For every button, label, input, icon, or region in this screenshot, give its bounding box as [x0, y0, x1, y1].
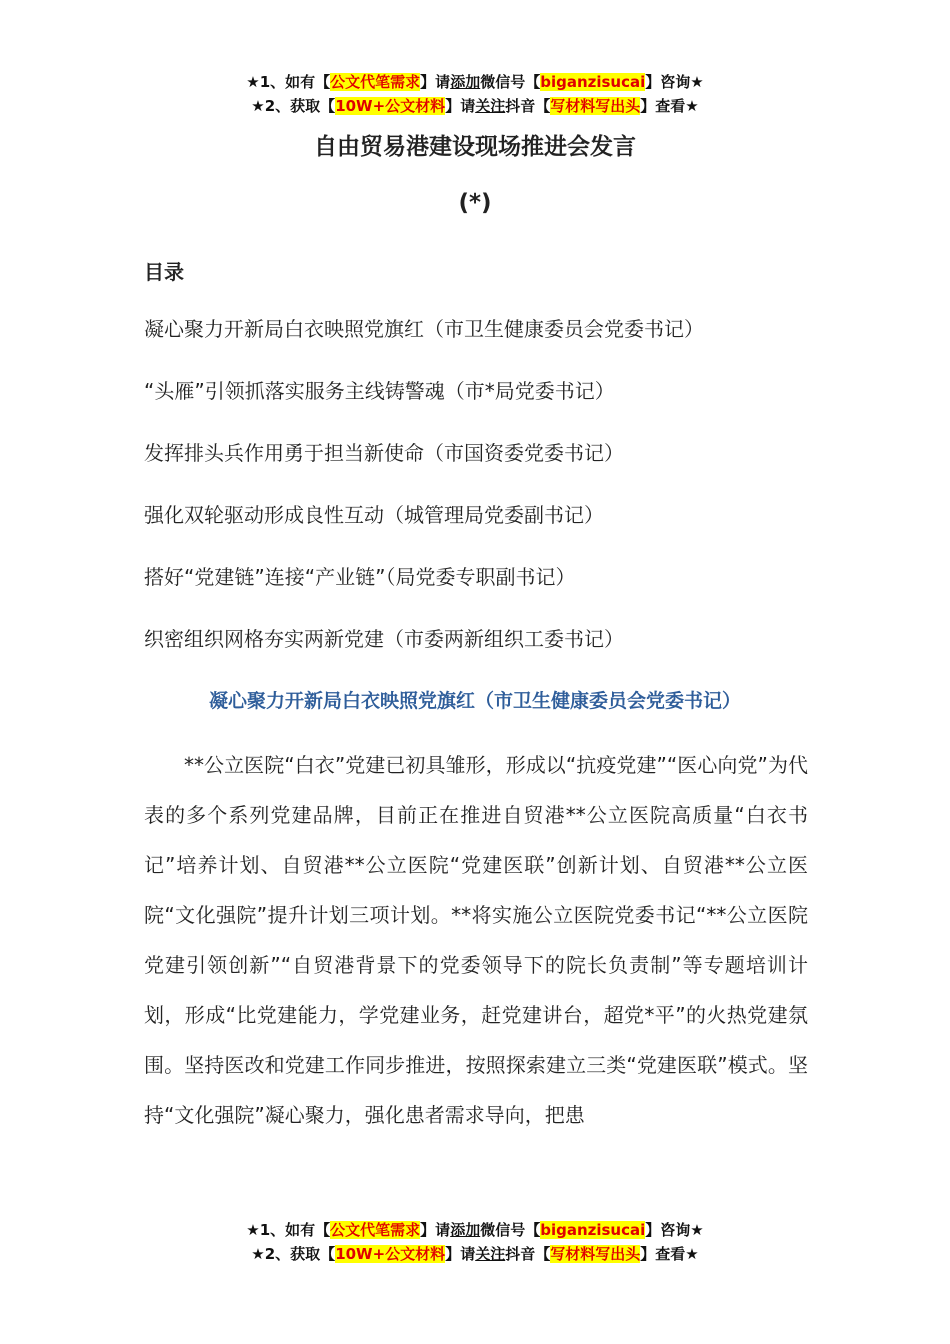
document-subtitle: (*)	[458, 190, 492, 216]
highlight-wechat-id: biganzisucai	[540, 73, 646, 91]
banner-line-2: ★2、获取【10W+公文材料】请关注抖音【写材料写出头】查看★	[251, 97, 699, 115]
highlight-wechat-id: biganzisucai	[540, 1221, 646, 1239]
highlight-ghostwriting: 公文代笔需求	[330, 1221, 421, 1239]
highlight-materials: 10W+公文材料	[335, 1245, 446, 1263]
toc-item[interactable]: 搭好“党建链”连接“产业链”（局党委专职副书记）	[144, 565, 576, 589]
toc-item[interactable]: 织密组织网格夯实两新党建（市委两新组织工委书记）	[144, 627, 624, 651]
section-title: 凝心聚力开新局白衣映照党旗红（市卫生健康委员会党委书记）	[208, 690, 741, 712]
banner-line-1: ★1、如有【公文代笔需求】请添加微信号【biganzisucai】咨询★	[246, 73, 704, 91]
body-paragraph: **公立医院“白衣”党建已初具雏形，形成以“抗疫党建”“医心向党”为代表的多个系列党建品牌，目前正在推进自贸港**公立医院高质量“白衣书记”培养计划、自贸港**公立医院“党建医联”创新计划、自贸港**公立医院“文化强院”提升计划三项计划。**将实施公立医院党委书记“**公立医院党建引领创新”“自贸港背景下的党委领导下的院长负责制”等专题培训计划，形成“比党建能力，学党建业务，赶党建讲台，超党*平”的火热党建氛围。坚持医改和党建工作同步推进，按照探索建立三类“党建医联”模式。坚持“文化强院”凝心聚力，强化患者需求导向，把患	[144, 753, 808, 1127]
toc-item[interactable]: 发挥排头兵作用勇于担当新使命（市国资委党委书记）	[144, 441, 624, 465]
table-of-contents	[144, 314, 824, 686]
banner-line-1: ★1、如有【公文代笔需求】请添加微信号【biganzisucai】咨询★	[246, 1221, 704, 1239]
document-title: 自由贸易港建设现场推进会发言	[314, 134, 636, 160]
toc-item[interactable]: “头雁”引领抓落实服务主线铸警魂（市*局党委书记）	[144, 379, 615, 403]
highlight-douyin-account: 写材料写出头	[550, 1245, 641, 1263]
toc-item[interactable]: 强化双轮驱动形成良性互动（城管理局党委副书记）	[144, 503, 604, 527]
toc-item[interactable]: 凝心聚力开新局白衣映照党旗红（市卫生健康委员会党委书记）	[144, 317, 704, 341]
highlight-ghostwriting: 公文代笔需求	[330, 73, 421, 91]
header-banner	[0, 70, 950, 118]
highlight-douyin-account: 写材料写出头	[550, 97, 641, 115]
footer-banner	[0, 1218, 950, 1266]
toc-heading: 目录	[144, 260, 184, 284]
banner-line-2: ★2、获取【10W+公文材料】请关注抖音【写材料写出头】查看★	[251, 1245, 699, 1263]
highlight-materials: 10W+公文材料	[335, 97, 446, 115]
